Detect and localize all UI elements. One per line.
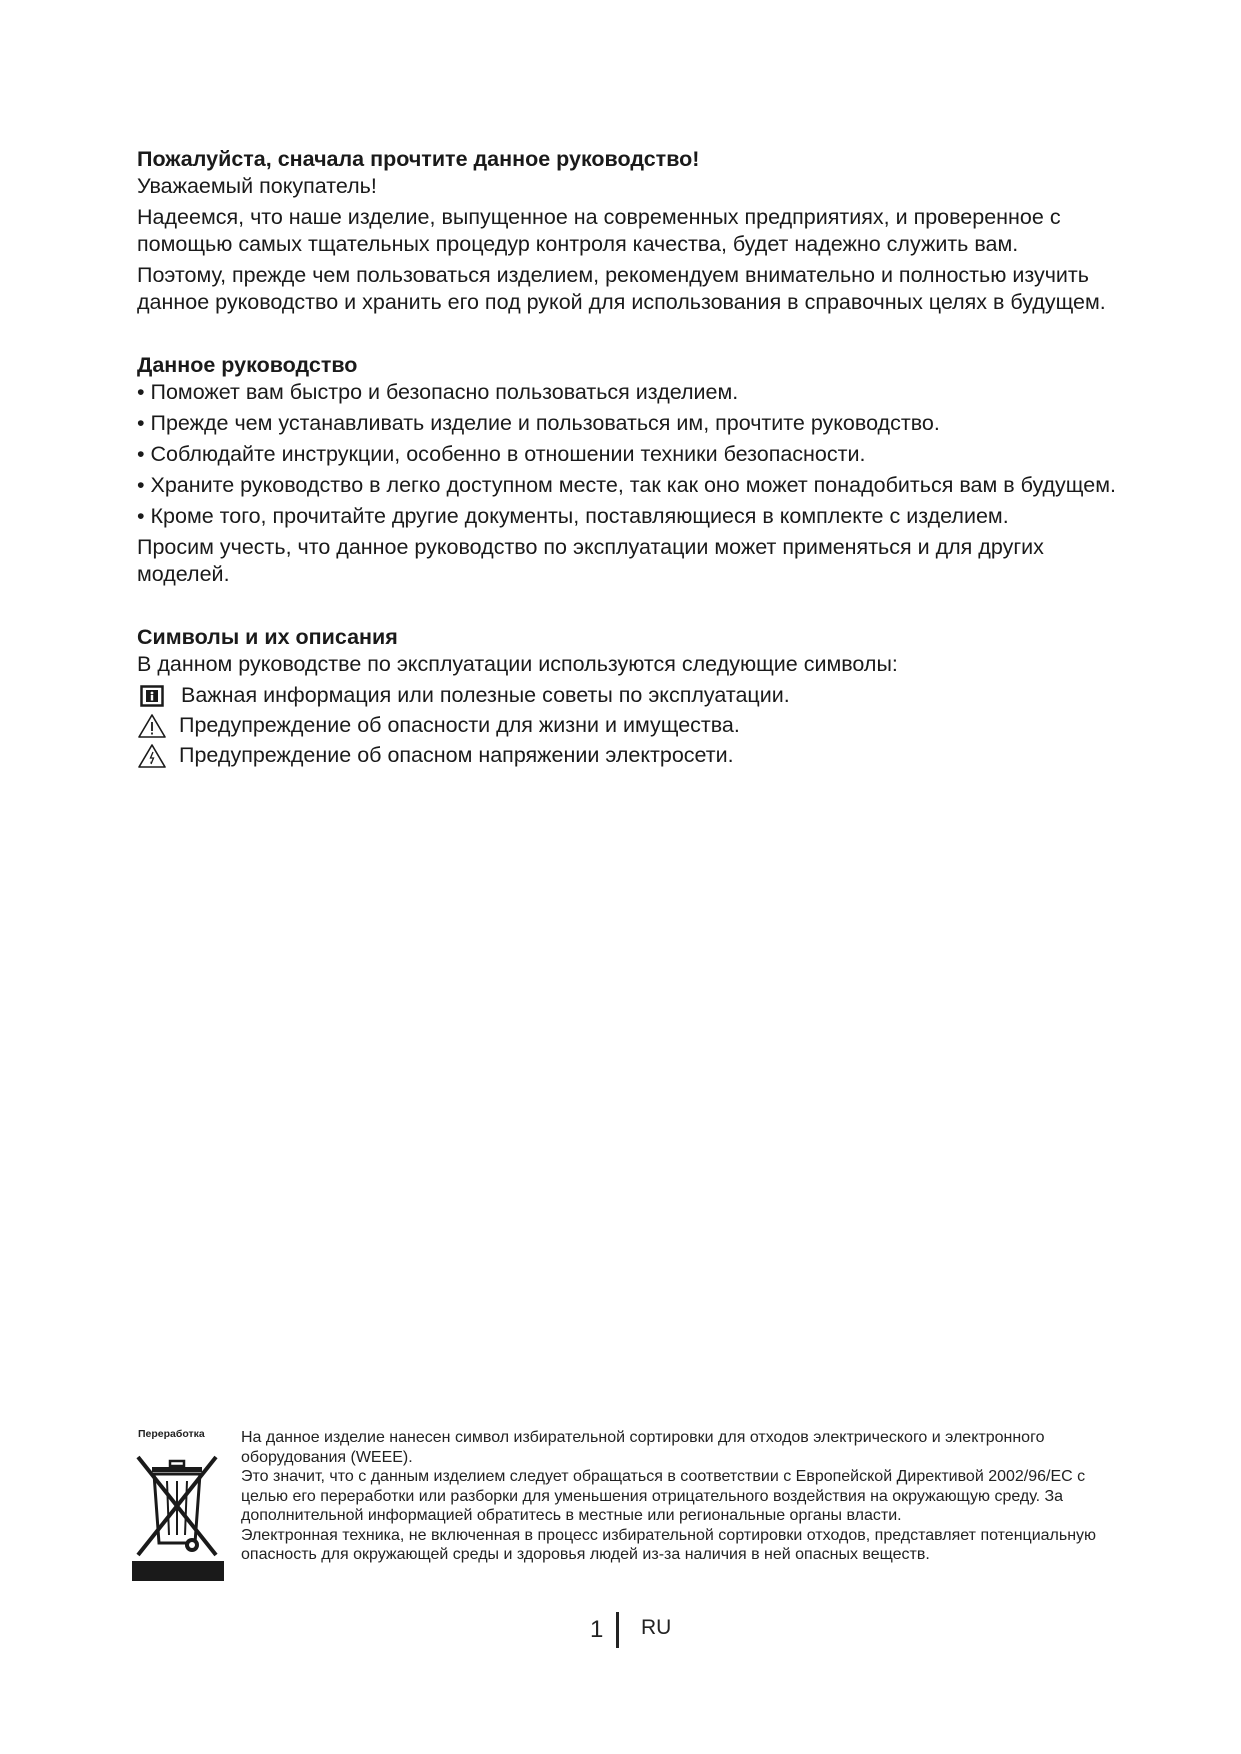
symbol-text-electric: Предупреждение об опасном напряжении электросети. (179, 743, 734, 767)
symbol-row-electric (137, 742, 1117, 769)
manual-title: Данное руководство (137, 353, 358, 377)
intro-greeting: Уважаемый покупатель! (137, 174, 377, 198)
crossed-bin-icon (132, 1445, 224, 1586)
symbol-text-warning: Предупреждение об опасности для жизни и имущества. (179, 713, 740, 737)
weee-notice (130, 1428, 1130, 1608)
symbol-text-info: Важная информация или полезные советы по эксплуатации. (181, 683, 790, 707)
intro-paragraph-2: Поэтому, прежде чем пользоваться изделием, рекомендуем внимательно и полностью изучить данное руководство и хранить его под рукой для использования в справочных целях в будущем. (137, 263, 1106, 314)
footer-divider (616, 1612, 619, 1648)
symbols-intro: В данном руководстве по эксплуатации используются следующие символы: (137, 652, 898, 676)
page-footer (0, 1612, 1241, 1652)
electric-warning-icon (137, 743, 167, 769)
symbol-row-info (137, 682, 1117, 709)
intro-title: Пожалуйста, сначала прочтите данное руководство! (137, 147, 700, 171)
weee-line-2: Это значит, что с данным изделием следует обращаться в соответствии с Европейской Директивой 2002/96/EC с целью его переработки или разборки для уменьшения отрицательного воздействия на окружающую среду. За дополнительной информацией обратитесь в местные или региональные органы власти. (241, 1468, 1086, 1524)
warning-icon (137, 713, 167, 739)
language-code: RU (641, 1616, 672, 1639)
intro-paragraph-1: Надеемся, что наше изделие, выпущенное на современных предприятиях, и проверенное с помощью самых тщательных процедур контроля качества, будет надежно служить вам. (137, 205, 1061, 256)
weee-label: Переработка (138, 1428, 205, 1440)
manual-bullet: • Поможет вам быстро и безопасно пользоваться изделием. (137, 380, 739, 404)
main-content (137, 146, 1117, 772)
manual-bullet: • Соблюдайте инструкции, особенно в отношении техники безопасности. (137, 442, 866, 466)
manual-bullet: • Прежде чем устанавливать изделие и пользоваться им, прочтите руководство. (137, 411, 940, 435)
symbols-title: Символы и их описания (137, 625, 398, 649)
manual-bullet: • Храните руководство в легко доступном месте, так как оно может понадобиться вам в будущем. (137, 473, 1116, 497)
manual-bullet: • Кроме того, прочитайте другие документы, поставляющиеся в комплекте с изделием. (137, 504, 1009, 528)
manual-note: Просим учесть, что данное руководство по эксплуатации может применяться и для других моделей. (137, 535, 1044, 586)
info-icon (137, 683, 167, 709)
weee-text (241, 1428, 1131, 1565)
weee-line-3: Электронная техника, не включенная в процесс избирательной сортировки отходов, представляет потенциальную опасность для окружающей среды и здоровья людей из-за наличия в ней опасных веществ. (241, 1526, 1097, 1563)
page-number: 1 (590, 1616, 604, 1643)
symbol-row-warning (137, 712, 1117, 739)
weee-line-1: На данное изделие нанесен символ избирательной сортировки для отходов электрического и электронного оборудования (WEEE). (241, 1429, 1045, 1466)
